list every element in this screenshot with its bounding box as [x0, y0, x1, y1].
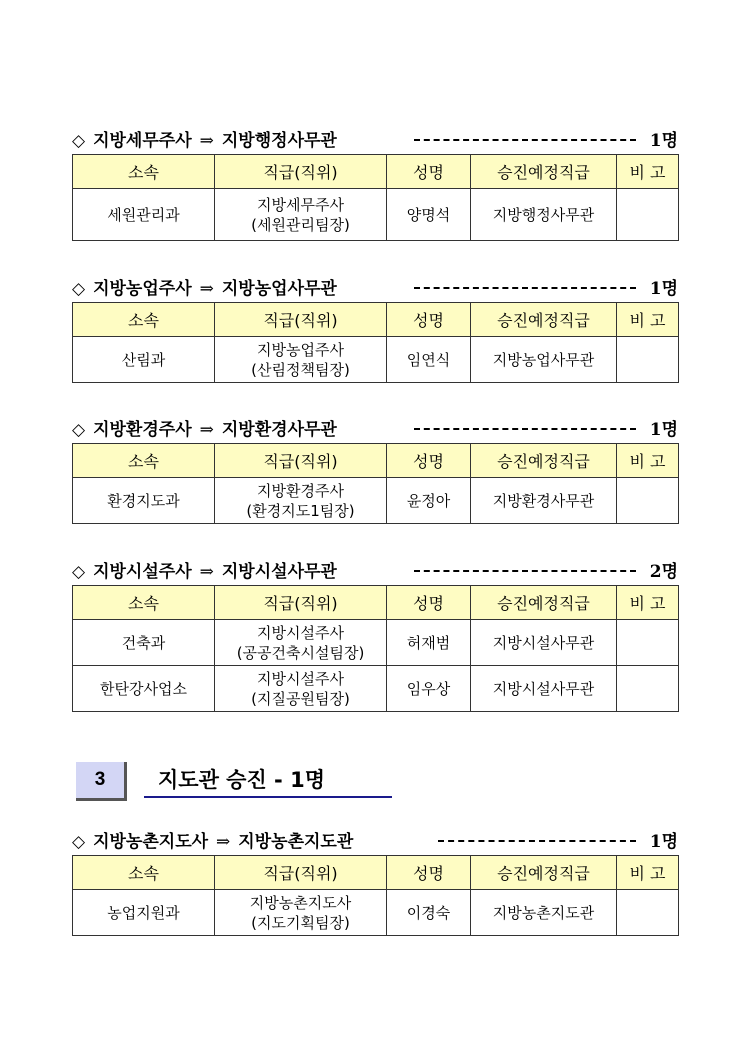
headcount: 1명 — [649, 131, 678, 151]
cell-target: 지방시설사무관 — [471, 620, 617, 666]
dash-leader — [414, 570, 636, 572]
diamond-icon: ◇ — [72, 279, 86, 299]
table-header-row — [73, 303, 679, 337]
rank-line: 지방환경주사 — [257, 481, 344, 500]
header-name: 성명 — [387, 155, 471, 189]
cell-name: 윤정아 — [387, 478, 471, 524]
header-note: 비 고 — [617, 155, 679, 189]
header-dept: 소속 — [73, 444, 215, 478]
rank-line: 지방시설주사 — [257, 669, 344, 688]
promotion-group-3 — [72, 415, 678, 524]
promotion-table — [72, 154, 679, 241]
header-rank: 직급(직위) — [215, 856, 387, 890]
table-header-row — [73, 856, 679, 890]
cell-dept: 산림과 — [73, 337, 215, 383]
header-rank: 직급(직위) — [215, 303, 387, 337]
cell-rank — [215, 890, 387, 936]
table-row — [73, 189, 679, 241]
table-header-row — [73, 155, 679, 189]
promotion-table — [72, 443, 679, 524]
header-note: 비 고 — [617, 444, 679, 478]
group-heading — [72, 274, 678, 298]
header-name: 성명 — [387, 856, 471, 890]
header-target: 승진예정직급 — [471, 155, 617, 189]
header-dept: 소속 — [73, 856, 215, 890]
rank-position: (세원관리팀장) — [251, 215, 350, 234]
diamond-icon: ◇ — [72, 420, 86, 440]
rank-line: 지방시설주사 — [257, 623, 344, 642]
dash-leader — [414, 139, 636, 141]
cell-name: 양명석 — [387, 189, 471, 241]
diamond-icon: ◇ — [72, 131, 86, 151]
header-target: 승진예정직급 — [471, 856, 617, 890]
arrow-icon: ⇒ — [216, 832, 231, 852]
to-rank: 지방시설사무관 — [221, 562, 337, 582]
rank-position: (공공건축시설팀장) — [236, 643, 365, 662]
rank-position: (지질공원팀장) — [251, 689, 350, 708]
from-rank: 지방농업주사 — [93, 279, 192, 299]
cell-note — [617, 666, 679, 712]
arrow-icon: ⇒ — [199, 420, 214, 440]
cell-name: 임우상 — [387, 666, 471, 712]
promotion-table — [72, 855, 679, 936]
header-target: 승진예정직급 — [471, 586, 617, 620]
header-name: 성명 — [387, 444, 471, 478]
header-note: 비 고 — [617, 856, 679, 890]
from-rank: 지방세무주사 — [93, 131, 192, 151]
to-rank: 지방환경사무관 — [221, 420, 337, 440]
cell-rank — [215, 478, 387, 524]
section-number: 3 — [76, 762, 127, 801]
header-dept: 소속 — [73, 155, 215, 189]
rank-position: (지도기획팀장) — [251, 913, 350, 932]
table-row — [73, 890, 679, 936]
cell-note — [617, 620, 679, 666]
promotion-table — [72, 302, 679, 383]
cell-dept: 환경지도과 — [73, 478, 215, 524]
group-heading — [72, 827, 678, 851]
table-header-row — [73, 586, 679, 620]
cell-note — [617, 478, 679, 524]
table-header-row — [73, 444, 679, 478]
promotion-group-1 — [72, 126, 678, 241]
rank-position: (산림정책팀장) — [251, 360, 350, 379]
diamond-icon: ◇ — [72, 562, 86, 582]
header-name: 성명 — [387, 303, 471, 337]
cell-target: 지방농촌지도관 — [471, 890, 617, 936]
group-heading — [72, 415, 678, 439]
to-rank: 지방농촌지도관 — [238, 832, 354, 852]
cell-name: 이경숙 — [387, 890, 471, 936]
table-row — [73, 666, 679, 712]
cell-dept: 농업지원과 — [73, 890, 215, 936]
arrow-icon: ⇒ — [199, 131, 214, 151]
cell-name: 임연식 — [387, 337, 471, 383]
cell-dept: 한탄강사업소 — [73, 666, 215, 712]
header-rank: 직급(직위) — [215, 586, 387, 620]
cell-dept: 세원관리과 — [73, 189, 215, 241]
table-row — [73, 337, 679, 383]
promotion-table — [72, 585, 679, 712]
dash-leader — [414, 287, 636, 289]
header-dept: 소속 — [73, 586, 215, 620]
cell-target: 지방행정사무관 — [471, 189, 617, 241]
header-note: 비 고 — [617, 586, 679, 620]
promotion-group-2 — [72, 274, 678, 383]
rank-line: 지방농업주사 — [257, 340, 344, 359]
header-note: 비 고 — [617, 303, 679, 337]
cell-target: 지방환경사무관 — [471, 478, 617, 524]
cell-rank — [215, 620, 387, 666]
header-target: 승진예정직급 — [471, 444, 617, 478]
to-rank: 지방행정사무관 — [221, 131, 337, 151]
headcount: 1명 — [649, 832, 678, 852]
header-dept: 소속 — [73, 303, 215, 337]
cell-target: 지방시설사무관 — [471, 666, 617, 712]
arrow-icon: ⇒ — [199, 279, 214, 299]
headcount: 1명 — [649, 420, 678, 440]
cell-rank — [215, 189, 387, 241]
headcount: 1명 — [649, 279, 678, 299]
dash-leader — [414, 428, 636, 430]
cell-rank — [215, 666, 387, 712]
header-rank: 직급(직위) — [215, 155, 387, 189]
section-title — [76, 762, 406, 802]
promotion-group-4 — [72, 557, 678, 712]
promotion-group-5 — [72, 827, 678, 936]
cell-dept: 건축과 — [73, 620, 215, 666]
from-rank: 지방시설주사 — [93, 562, 192, 582]
group-heading — [72, 126, 678, 150]
header-target: 승진예정직급 — [471, 303, 617, 337]
cell-name: 허재범 — [387, 620, 471, 666]
cell-rank — [215, 337, 387, 383]
header-name: 성명 — [387, 586, 471, 620]
diamond-icon: ◇ — [72, 832, 86, 852]
table-row — [73, 478, 679, 524]
table-row — [73, 620, 679, 666]
from-rank: 지방농촌지도사 — [93, 832, 209, 852]
header-rank: 직급(직위) — [215, 444, 387, 478]
cell-note — [617, 337, 679, 383]
section-heading: 지도관 승진 - 1명 — [144, 762, 392, 798]
dash-leader — [438, 840, 636, 842]
from-rank: 지방환경주사 — [93, 420, 192, 440]
rank-position: (환경지도1팀장) — [246, 501, 355, 520]
cell-note — [617, 189, 679, 241]
group-heading — [72, 557, 678, 581]
arrow-icon: ⇒ — [199, 562, 214, 582]
headcount: 2명 — [649, 562, 678, 582]
rank-line: 지방농촌지도사 — [249, 893, 352, 912]
rank-line: 지방세무주사 — [257, 195, 344, 214]
cell-note — [617, 890, 679, 936]
cell-target: 지방농업사무관 — [471, 337, 617, 383]
to-rank: 지방농업사무관 — [221, 279, 337, 299]
